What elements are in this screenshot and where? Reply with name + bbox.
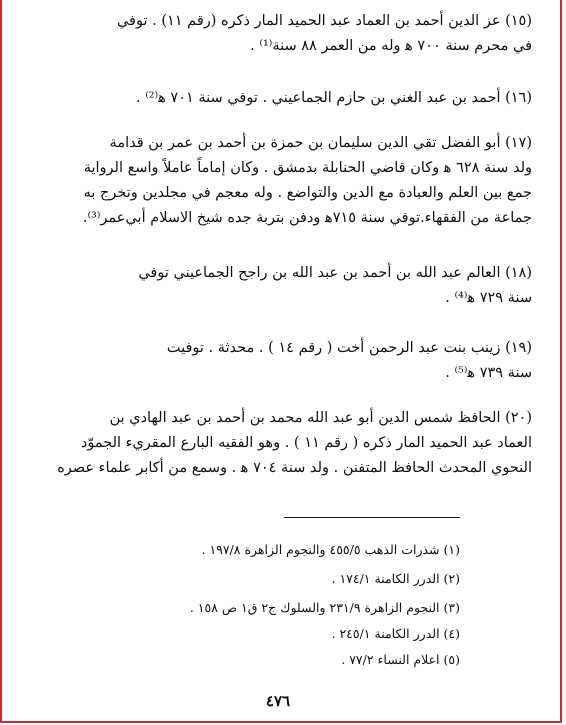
- footnote-5: (٥) اعلام النساء ٧٧/٢ .: [341, 652, 460, 667]
- text-line: سنة ٧٢٩ ﻫ⁽⁴⁾ .: [445, 290, 532, 306]
- footnote-2: (٢) الدرر الكامنة ١٧٤/١ .: [331, 571, 460, 586]
- text-line: (٢٠) الحافظ شمس الدين أبو عبد الله محمد بن أحمد بن عبد الهادي بن: [109, 410, 532, 426]
- page-number: ٤٧٦: [265, 692, 291, 710]
- entry-20: [24, 406, 532, 481]
- text-line: سنة ٧٣٩ ﻫ⁽⁵⁾ .: [445, 365, 532, 381]
- footnote-1: (١) شذرات الذهب ٤٥٥/٥ والنجوم الزاهرة ١٩٧/٨ .: [201, 542, 460, 557]
- book-page: [14, 0, 542, 725]
- text-line: (١٦) أحمد بن عبد الغني بن حازم الجماعيني . توفي سنة ٧٠١ ﻫ⁽²⁾ .: [135, 90, 532, 106]
- footnote-3: (٣) النجوم الزاهرة ٢٣١/٩ والسلوك ج٢ ق١ ص ١٥٨ .: [189, 600, 460, 615]
- entry-16: [24, 86, 532, 111]
- text-line: (١٥) عز الدين أحمد بن العماد عبد الحميد المار ذكره (رقم ١١) . توفي: [116, 13, 532, 29]
- text-line: جماعة من الفقهاء.توفي سنة ٧١٥ﻫ ودفن بتربة جده شيخ الاسلام أبي‌عمر⁽³⁾.: [82, 210, 532, 226]
- text-line: (١٧) أبو الفضل تقي الدين سليمان بن حمزة بن أحمد بن عمر بن قدامة: [109, 135, 532, 151]
- text-line: النحوي المحدث الحافظ المتفنن . ولد سنة ٧٠٤ ﻫ . وسمع من أكابر علماء عصره: [57, 460, 532, 476]
- entry-17: [24, 131, 532, 231]
- entry-15: [24, 9, 532, 59]
- footnote-separator: [284, 517, 460, 518]
- text-line: (١٩) زينب بنت عبد الرحمن أخت ( رقم ١٤ ) . محدثة . توفيت: [166, 340, 532, 356]
- entry-18: [24, 261, 532, 311]
- text-line: (١٨) العالم عبد الله بن أحمد بن عبد الله بن راجح الجماعيني توفي: [138, 265, 532, 281]
- text-line: في محرم سنة ٧٠٠ ﻫ وله من العمر ٨٨ سنة⁽¹⁾ .: [250, 38, 532, 54]
- entry-19: [24, 336, 532, 386]
- footnote-4: (٤) الدرر الكامنة ٢٤٥/١ .: [331, 626, 460, 641]
- text-line: ولد سنة ٦٢٨ ﻫ وكان قاضي الحنابلة بدمشق . وكان إماماً عاملاً واسع الرواية: [83, 160, 532, 176]
- text-line: جمع بين العلم والعبادة مع الدين والتواضع . وله معجم في مجلدين وتخرج به: [83, 185, 532, 201]
- text-line: العماد عبد الحميد المار ذكره ( رقم ١١ ) . وهو الفقيه البارع المقريء الجموّد: [80, 435, 532, 451]
